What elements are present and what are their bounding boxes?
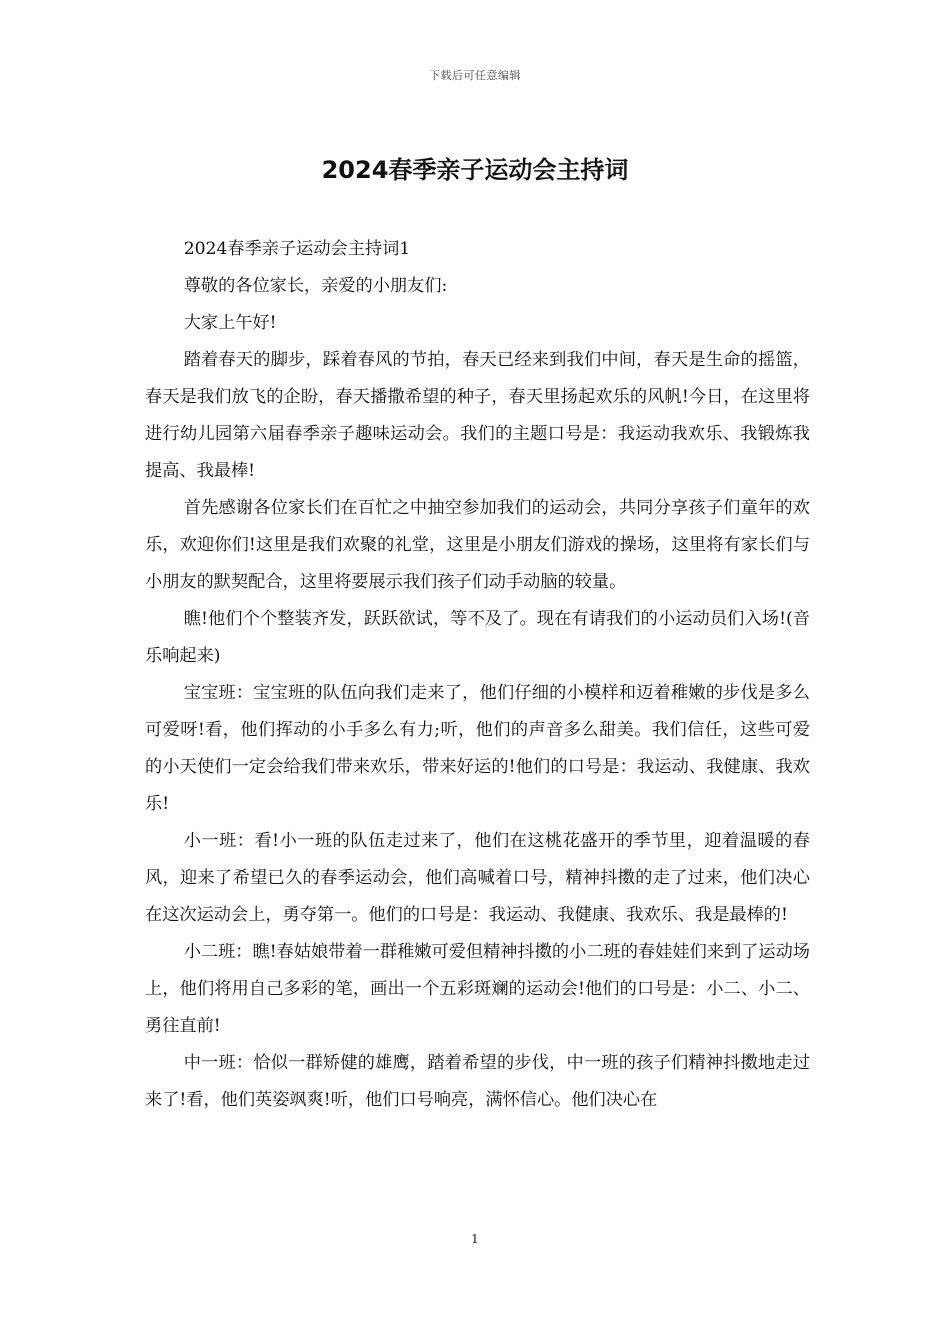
page-number: 1: [471, 1232, 479, 1246]
paragraph-greeting: 大家上午好!: [183, 313, 277, 333]
document-title: 2024春季亲子运动会主持词: [321, 156, 629, 184]
paragraph-subtitle: 2024春季亲子运动会主持词1: [183, 239, 411, 259]
paragraph-middle-class-1: 中一班：恰似一群矫健的雄鹰，踏着希望的步伐，中一班的孩子们精神抖擞地走过来了!看，他们英姿飒爽!听，他们口号响亮，满怀信心。他们决心在: [145, 1053, 810, 1110]
paragraph-small-class-2: 小二班：瞧!春姑娘带着一群稚嫩可爱但精神抖擞的小二班的春娃娃们来到了运动场上，他们将用自己多彩的笔，画出一个五彩斑斓的运动会!他们的口号是：小二、小二、勇往直前!: [145, 942, 810, 1036]
paragraph-opening: 踏着春天的脚步，踩着春风的节拍，春天已经来到我们中间，春天是生命的摇篮，春天是我们放飞的企盼，春天播撒希望的种子，春天里扬起欢乐的风帆!今日，在这里将进行幼儿园第六届春季亲子趣味运动会。我们的主题口号是：我运动我欢乐、我锻炼我提高、我最棒!: [145, 350, 810, 481]
document-body: [145, 231, 810, 1119]
paragraph-salutation: 尊敬的各位家长，亲爱的小朋友们:: [183, 276, 448, 296]
paragraph-entrance: 瞧!他们个个整装齐发，跃跃欲试，等不及了。现在有请我们的小运动员们入场!(音乐响起来): [145, 609, 810, 666]
page-header-note: 下载后可任意编辑: [429, 69, 521, 82]
paragraph-baby-class: 宝宝班：宝宝班的队伍向我们走来了，他们仔细的小模样和迈着稚嫩的步伐是多么可爱呀!看，他们挥动的小手多么有力;听，他们的声音多么甜美。我们信任，这些可爱的小天使们一定会给我们带来欢乐，带来好运的!他们的口号是：我运动、我健康、我欢乐!: [145, 683, 810, 814]
paragraph-thanks: 首先感谢各位家长们在百忙之中抽空参加我们的运动会，共同分享孩子们童年的欢乐，欢迎你们!这里是我们欢聚的礼堂，这里是小朋友们游戏的操场，这里将有家长们与小朋友的默契配合，这里将要展示我们孩子们动手动脑的较量。: [145, 498, 810, 592]
paragraph-small-class-1: 小一班：看!小一班的队伍走过来了，他们在这桃花盛开的季节里，迎着温暖的春风，迎来了希望已久的春季运动会，他们高喊着口号，精神抖擞的走了过来，他们决心在这次运动会上，勇夺第一。他们的口号是：我运动、我健康、我欢乐、我是最棒的!: [145, 831, 810, 925]
